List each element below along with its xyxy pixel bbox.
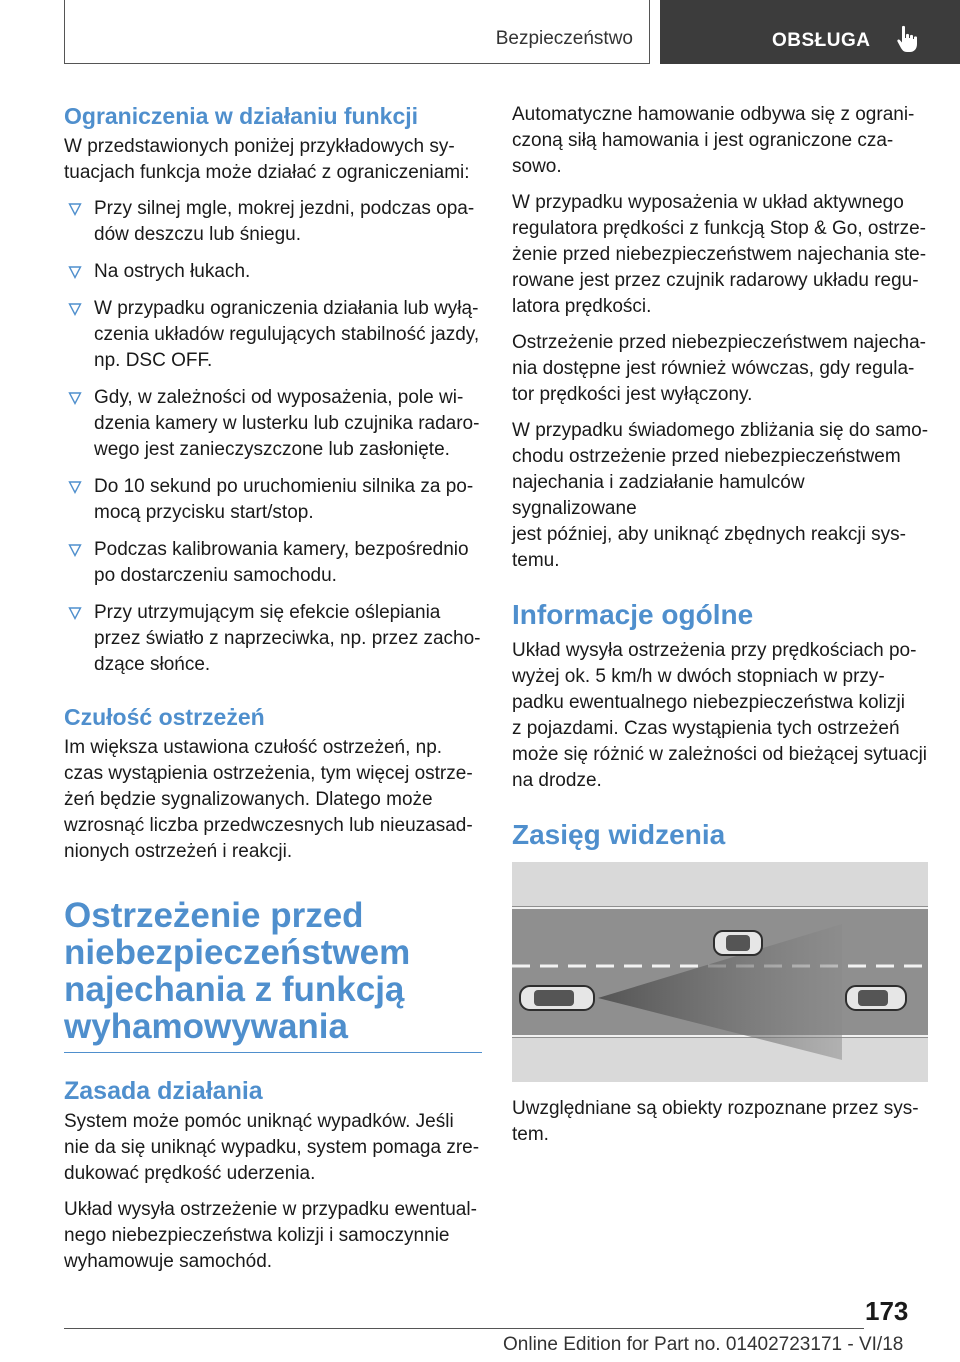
limits-heading: Ograniczenia w działaniu funkcji: [64, 103, 419, 129]
triangle-bullet-icon: [68, 543, 82, 557]
heading-rule: [64, 1052, 482, 1053]
right-column: [512, 102, 930, 1158]
section-title: Bezpieczeństwo: [495, 28, 633, 49]
range-illustration: [512, 862, 928, 1082]
list-item-text: Gdy, w zależności od wyposażenia, pole wi- dzenia kamery w lusterku lub czujnika radaro- wego jest zanieczyszczone lub zasłonięte.: [94, 387, 480, 460]
page-header: [0, 0, 960, 66]
list-item: [64, 259, 482, 285]
own-car: [520, 986, 594, 1010]
page-number: 173: [865, 1296, 909, 1326]
list-item: [64, 196, 482, 248]
general-text: Układ wysyła ostrzeżenia przy prędkościach po- wyżej ok. 5 km/h w dwóch stopniach w przy- padku ewentualnego niebezpieczeństwa kolizji z pojazdami. Czas wystąpienia tych ostrzeżeń może się różnić w zależności od bieżącej sytuacji na drodze.: [512, 640, 928, 791]
chapter-tab: [660, 0, 960, 64]
triangle-bullet-icon: [68, 391, 82, 405]
triangle-bullet-icon: [68, 606, 82, 620]
main-heading: Ostrzeżenie przed niebezpieczeństwem najechania z funkcją wyhamowywania: [64, 896, 411, 1046]
limits-intro: W przedstawionych poniżej przykładowych sy- tuacjach funkcja może działać z ograniczeniami:: [64, 136, 470, 183]
principle-heading: Zasada działania: [64, 1077, 263, 1105]
triangle-bullet-icon: [68, 202, 82, 216]
left-column: [64, 102, 482, 1285]
triangle-bullet-icon: [68, 480, 82, 494]
triangle-bullet-icon: [68, 302, 82, 316]
list-item-text: Przy silnej mgle, mokrej jezdni, podczas opa- dów deszczu lub śniegu.: [94, 198, 475, 245]
sensitivity-heading: Czułość ostrzeżeń: [64, 704, 265, 730]
braking-paragraph-3: Ostrzeżenie przed niebezpieczeństwem najecha- nia dostępne jest również wówczas, gdy regula- tor prędkości jest wyłączony.: [512, 332, 926, 405]
range-heading: Zasięg widzenia: [512, 819, 726, 850]
front-car-same-lane: [846, 986, 906, 1010]
list-item: [64, 474, 482, 526]
sensitivity-text: Im większa ustawiona czułość ostrzeżeń, np. czas wystąpienia ostrzeżenia, tym więcej ostrze- żeń będzie sygnalizowanych. Dlatego może wzrosnąć liczba przedwczesnych lub nieuzasad- nionych ostrzeżeń i reakcji.: [64, 737, 473, 862]
chapter-tab-label: OBSŁUGA: [772, 30, 871, 51]
principle-paragraph-2: Układ wysyła ostrzeżenie w przypadku ewentual- nego niebezpieczeństwa kolizji i samoczynnie wyhamowuje samochód.: [64, 1199, 477, 1272]
header-frame: [64, 0, 650, 64]
footer-edition: Online Edition for Part no. 01402723171 - VI/18: [503, 1334, 904, 1355]
principle-paragraph-1: System może pomóc uniknąć wypadków. Jeśli nie da się uniknąć wypadku, system pomaga zre- dukować prędkość uderzenia.: [64, 1111, 480, 1184]
range-caption: Uwzględniane są obiekty rozpoznane przez sys- tem.: [512, 1098, 919, 1145]
pointing-hand-icon: [893, 24, 923, 54]
braking-paragraph-4: W przypadku świadomego zbliżania się do samo- chodu ostrzeżenie przed niebezpieczeństwem najechania i zadziałanie hamulców sygnalizowane jest później, aby uniknąć zbędnych reakcji sys- temu.: [512, 420, 929, 571]
braking-paragraph-1: Automatyczne hamowanie odbywa się z ograni- czoną siłą hamowania i jest ograniczone cza- sowo.: [512, 104, 915, 177]
list-item: [64, 537, 482, 589]
general-heading: Informacje ogólne: [512, 599, 754, 630]
triangle-bullet-icon: [68, 265, 82, 279]
list-item: [64, 296, 482, 374]
road-scene-image: [512, 862, 928, 1082]
braking-paragraph-2: W przypadku wyposażenia w układ aktywnego regulatora prędkości z funkcją Stop & Go, ostrze- żenie przed niebezpieczeństwem najechania ste- rowane jest przez czujnik radarowy układu regu- latora prędkości.: [512, 192, 927, 317]
list-item-text: Przy utrzymującym się efekcie oślepiania przez światło z naprzeciwka, np. przez zacho- dzące słońce.: [94, 602, 481, 675]
list-item-text: W przypadku ograniczenia działania lub wyłą- czenia układów regulujących stabilność jazdy, np. DSC OFF.: [94, 298, 480, 371]
front-car-left-lane: [714, 931, 762, 955]
list-item: [64, 385, 482, 463]
limits-list: [64, 196, 482, 678]
list-item-text: Na ostrych łukach.: [94, 261, 251, 282]
footer-rule: [64, 1328, 864, 1329]
list-item-text: Do 10 sekund po uruchomieniu silnika za po- mocą przycisku start/stop.: [94, 476, 474, 523]
list-item: [64, 600, 482, 678]
list-item-text: Podczas kalibrowania kamery, bezpośrednio po dostarczeniu samochodu.: [94, 539, 469, 586]
